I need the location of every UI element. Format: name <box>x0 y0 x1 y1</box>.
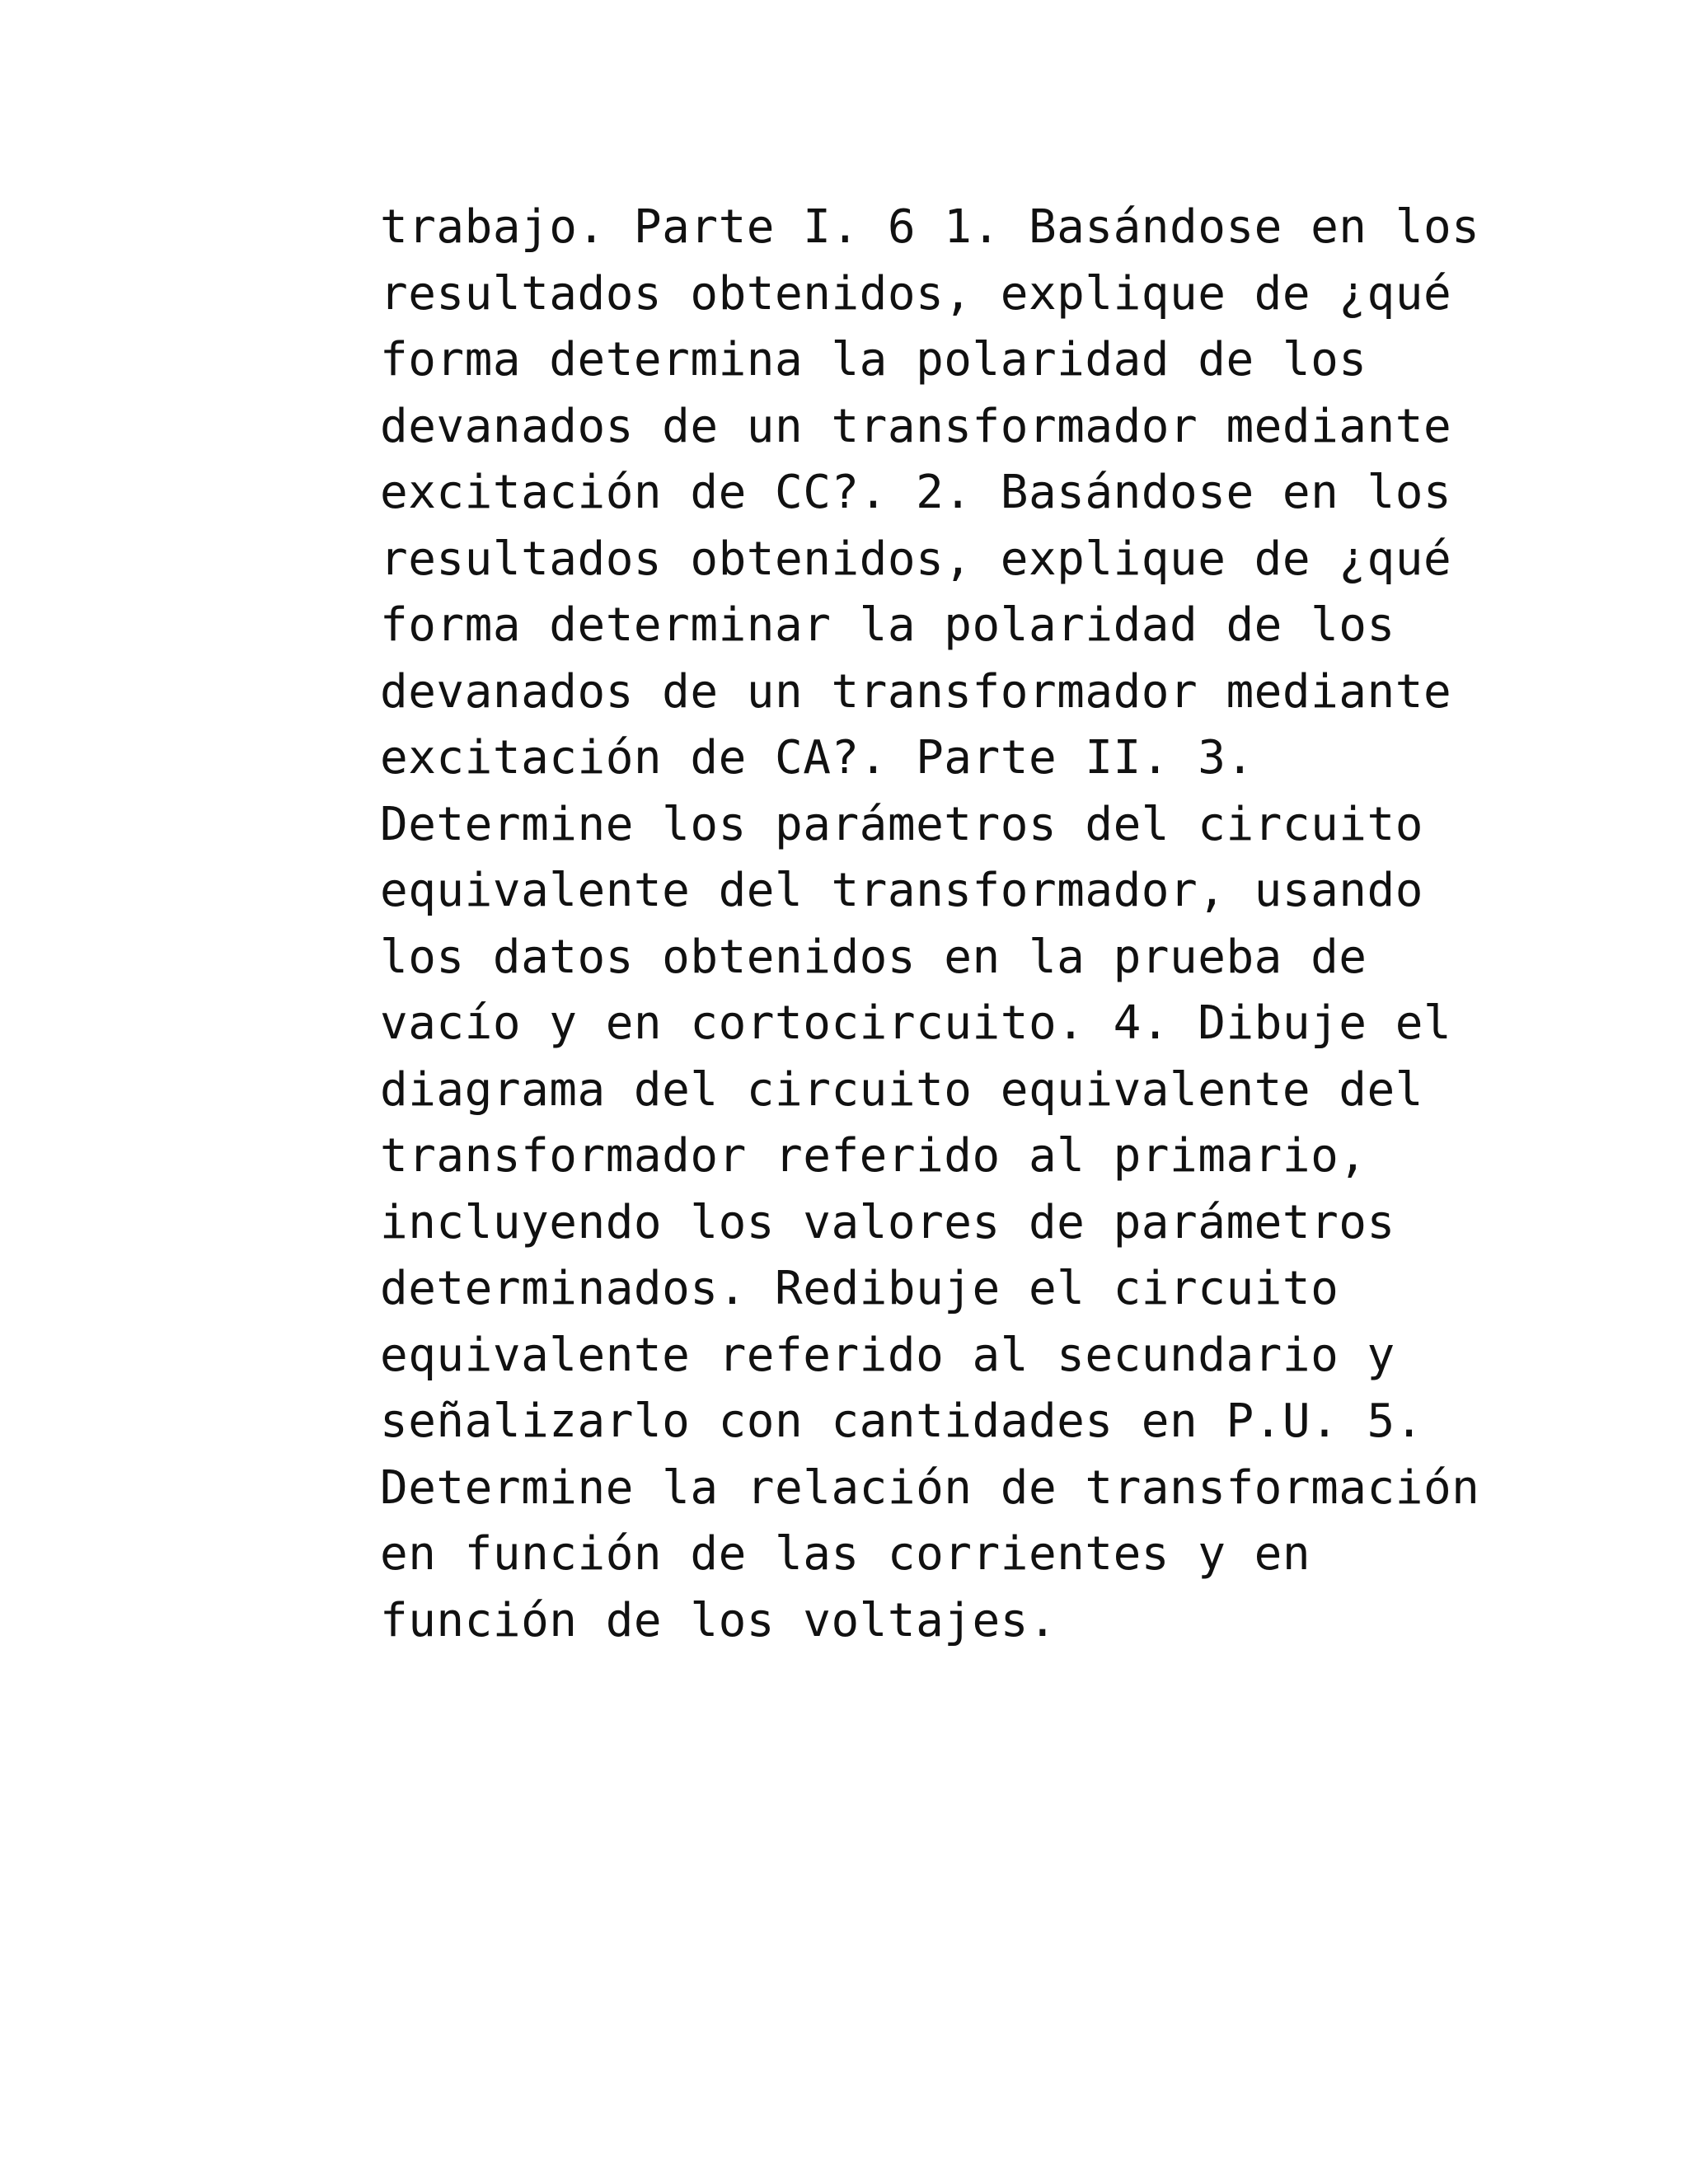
text-line: excitación de CA?. Parte II. 3. <box>380 731 1254 785</box>
text-line: devanados de un transformador mediante <box>380 399 1452 453</box>
text-line: resultados obtenidos, explique de ¿qué <box>380 532 1452 586</box>
text-line: Determine la relación de transformación <box>380 1460 1480 1515</box>
text-line: transformador referido al primario, <box>380 1129 1367 1183</box>
text-line: en función de las corrientes y en <box>380 1527 1311 1581</box>
text-line: vacío y en cortocircuito. 4. Dibuje el <box>380 996 1452 1050</box>
text-line: forma determina la polaridad de los <box>380 333 1367 387</box>
text-line: determinados. Redibuje el circuito <box>380 1262 1339 1315</box>
text-line: devanados de un transformador mediante <box>380 664 1452 719</box>
text-line: señalizarlo con cantidades en P.U. 5. <box>380 1394 1423 1448</box>
text-line: diagrama del circuito equivalente del <box>380 1062 1423 1117</box>
text-line: los datos obtenidos en la prueba de <box>380 930 1367 984</box>
text-line: forma determinar la polaridad de los <box>380 598 1395 652</box>
text-line: equivalente referido al secundario y <box>380 1328 1395 1382</box>
text-line: excitación de CC?. 2. Basándose en los <box>380 466 1452 519</box>
text-line: Determine los parámetros del circuito <box>380 797 1423 851</box>
text-line: resultados obtenidos, explique de ¿qué <box>380 266 1452 321</box>
text-line: trabajo. Parte I. 6 1. Basándose en los <box>380 200 1480 254</box>
text-line: incluyendo los valores de parámetros <box>380 1195 1395 1249</box>
body-text <box>380 194 1534 1654</box>
text-line: función de los voltajes. <box>380 1593 1057 1647</box>
text-line: equivalente del transformador, usando <box>380 864 1423 917</box>
